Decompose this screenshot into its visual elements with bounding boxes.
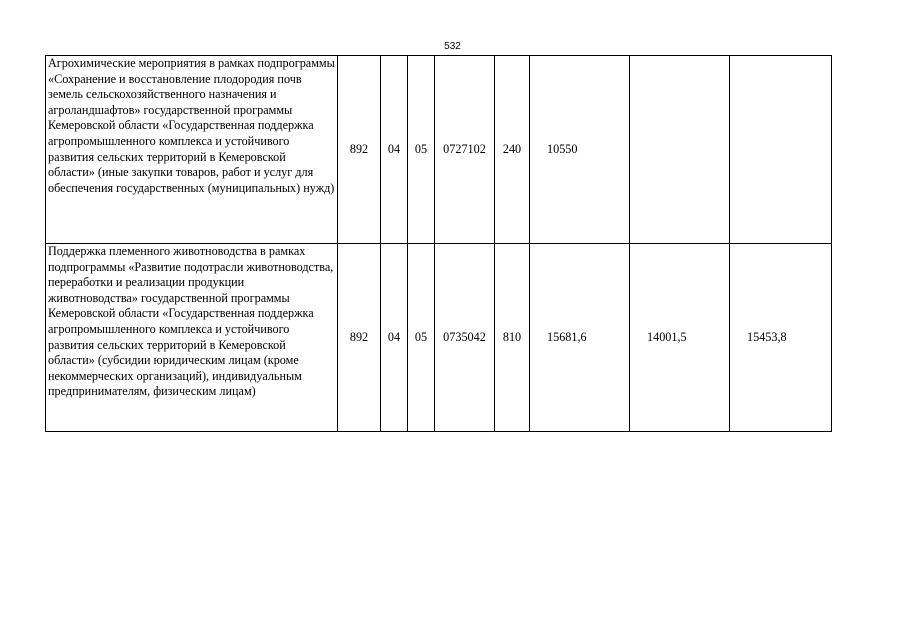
table-row [46,244,832,432]
ministry-code: 892 [338,244,381,432]
subsection-code: 05 [408,56,435,244]
target-article-code: 0727102 [435,56,495,244]
section-code: 04 [381,244,408,432]
ministry-code: 892 [338,56,381,244]
amount-year-1: 15681,6 [530,244,630,432]
expense-type-code: 240 [495,56,530,244]
row-description: Агрохимические мероприятия в рамках подпрограммы «Сохранение и восстановление плодородия почв земель сельскохозяйственного назначения и агроландшафтов» государственной программы Кемеровской области «Государственная поддержка агропромышленного комплекса и устойчивого развития сельских территорий в Кемеровской области» (иные закупки товаров, работ и услуг для обеспечения государственных (муниципальных) нужд) [46,56,338,244]
subsection-code: 05 [408,244,435,432]
budget-table [45,55,832,432]
amount-year-2 [630,56,730,244]
page-number: 532 [444,41,461,52]
expense-type-code: 810 [495,244,530,432]
target-article-code: 0735042 [435,244,495,432]
section-code: 04 [381,56,408,244]
row-description: Поддержка племенного животноводства в рамках подпрограммы «Развитие подотрасли животноводства, переработки и реализации продукции животноводства» государственной программы Кемеровской области «Государственная поддержка агропромышленного комплекса и устойчивого развития сельских территорий в Кемеровской области» (субсидии юридическим лицам (кроме некоммерческих организаций), индивидуальным предпринимателям, физическим лицам) [46,244,338,432]
amount-year-3: 15453,8 [730,244,832,432]
amount-year-1: 10550 [530,56,630,244]
amount-year-3 [730,56,832,244]
table-row [46,56,832,244]
amount-year-2: 14001,5 [630,244,730,432]
